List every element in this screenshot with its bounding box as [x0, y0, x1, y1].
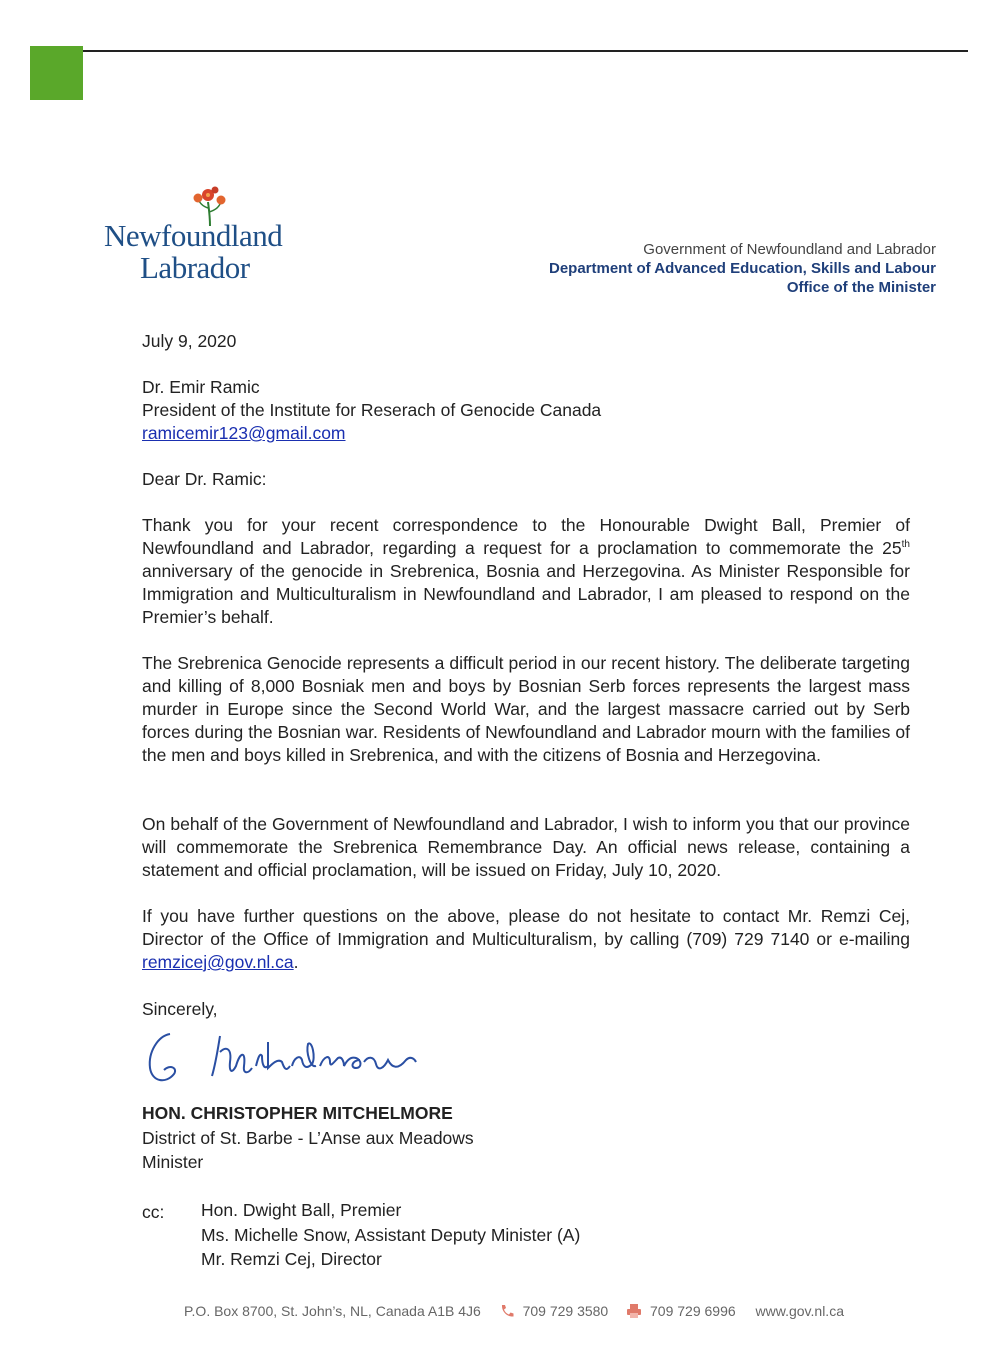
footer-phone: 709 729 3580: [522, 1303, 609, 1320]
paragraph-1-superscript: th: [901, 539, 910, 551]
salutation: Dear Dr. Ramic:: [142, 469, 267, 489]
paragraph-3: On behalf of the Government of Newfoundland and Labrador, I wish to inform you that our province will commemorate the Srebrenica Remembrance Day. An official news release, containing a statement and official proclamation, will be issued on Friday, July 10, 2020.: [142, 814, 910, 880]
cc-item: Mr. Remzi Cej, Director: [201, 1249, 382, 1269]
government-name: Government of Newfoundland and Labrador: [643, 241, 936, 258]
phone-icon: [499, 1303, 515, 1319]
paragraph-4-text-b: .: [293, 952, 299, 972]
footer-address: P.O. Box 8700, St. John’s, NL, Canada A1B 4J6: [184, 1303, 481, 1320]
paragraph-4-text-a: If you have further questions on the above, please do not hesitate to contact Mr. Remzi Cej, Director of the Office of Immigration and Multiculturalism, by calling (709) 729 7140 or e-mailing: [142, 906, 910, 949]
signer-district: District of St. Barbe - L’Anse aux Meadows: [142, 1128, 474, 1148]
recipient-title: President of the Institute for Reserach of Genocide Canada: [142, 400, 602, 420]
paragraph-1: [142, 514, 910, 629]
department-name: Department of Advanced Education, Skills and Labour: [548, 260, 936, 277]
handwritten-signature: [140, 1022, 430, 1094]
recipient-name: Dr. Emir Ramic: [142, 377, 260, 397]
green-accent-block: [30, 46, 83, 100]
office-name: Office of the Minister: [786, 279, 936, 296]
cc-item: Hon. Dwight Ball, Premier: [201, 1200, 402, 1220]
cc-list: [201, 1198, 580, 1272]
closing: Sincerely,: [142, 999, 218, 1019]
letterhead-footer: [184, 1302, 844, 1319]
signer-name: HON. CHRISTOPHER MITCHELMORE: [142, 1103, 453, 1123]
logo-text-labrador: Labrador: [140, 250, 250, 285]
fax-icon: [626, 1303, 642, 1319]
footer-fax: 709 729 6996: [650, 1303, 736, 1320]
contact-email-link[interactable]: remzicej@gov.nl.ca: [142, 952, 294, 972]
paragraph-2: The Srebrenica Genocide represents a difficult period in our recent history. The deliberate targeting and killing of 8,000 Bosniak men and boys by Bosnian Serb forces represents the largest mass murder in Europe since the Second World War, and the largest massacre carried out by Serb forces during the Bosnian war. Residents of Newfoundland and Labrador mourn with the families of the men and boys killed in Srebrenica, and with the citizens of Bosnia and Herzegovina.: [142, 653, 910, 765]
signer-role: Minister: [142, 1152, 204, 1172]
paragraph-4: [142, 905, 910, 974]
paragraph-1-text-b: anniversary of the genocide in Srebrenica, Bosnia and Herzegovina. As Minister Responsible for Immigration and Multiculturalism in Newfoundland and Labrador, I am pleased to respond on the Premier’s behalf.: [142, 561, 910, 627]
paragraph-1-text-a: Thank you for your recent correspondence to the Honourable Dwight Ball, Premier of Newfoundland and Labrador, regarding a request for a proclamation to commemorate the 25: [142, 515, 910, 558]
header-rule: [30, 50, 968, 52]
footer-website[interactable]: www.gov.nl.ca: [755, 1303, 844, 1320]
logo-text-newfoundland: Newfoundland: [104, 218, 283, 253]
cc-label: cc:: [142, 1202, 165, 1222]
nl-logo: [104, 186, 294, 286]
recipient-email-wrap: [142, 422, 346, 445]
letter-date: July 9, 2020: [142, 331, 237, 351]
letterhead-department: [549, 240, 936, 297]
recipient-email-link[interactable]: ramicemir123@gmail.com: [142, 423, 346, 443]
cc-item: Ms. Michelle Snow, Assistant Deputy Minister (A): [201, 1224, 581, 1245]
